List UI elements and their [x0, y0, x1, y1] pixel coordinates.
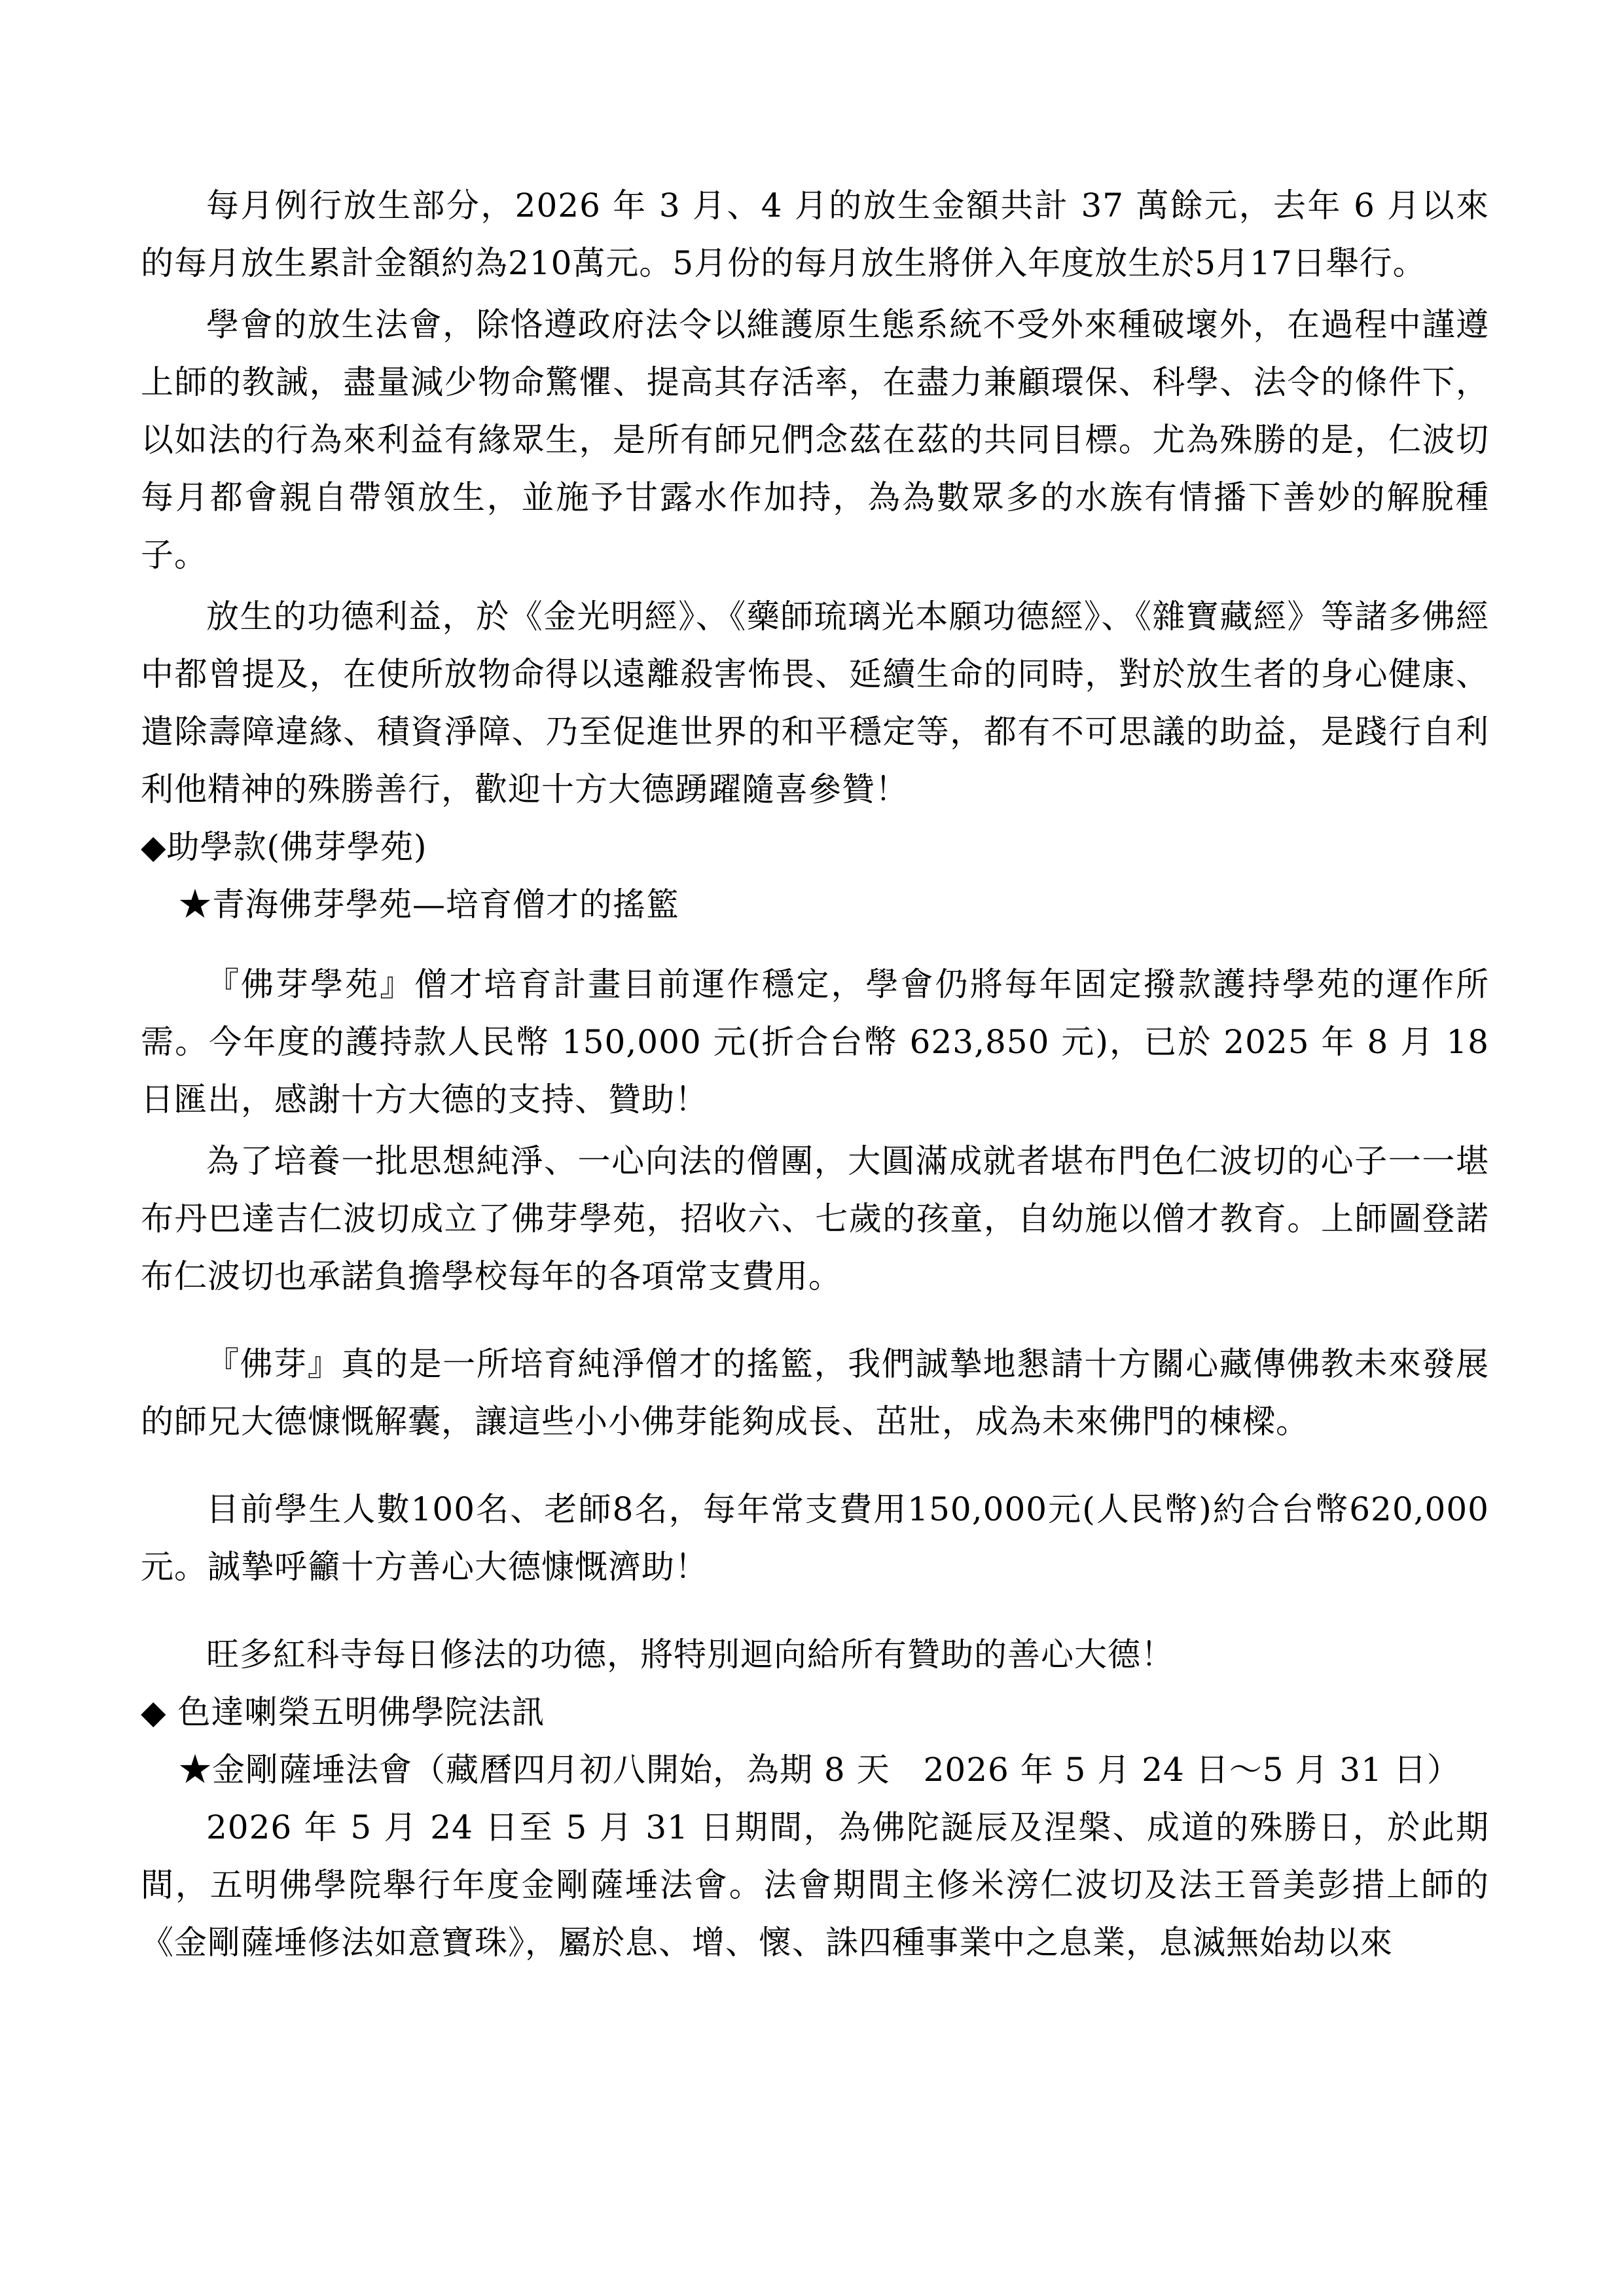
page-content [141, 177, 1489, 1971]
scholarship-paragraph-1: 『佛芽學苑』僧才培育計畫目前運作穩定，學會仍將每年固定撥款護持學苑的運作所需。今年度的護持款人民幣 150,000 元(折合台幣 623,850 元)，已於 2025 年 8 月 18 日匯出，感謝十方大德的支持、贊助！ [141, 965, 1489, 1119]
scholarship-paragraph-2: 為了培養一批思想純淨、一心向法的僧團，大圓滿成就者堪布門色仁波切的心子一一堪布丹巴達吉仁波切成立了佛芽學苑，招收六、七歲的孩童，自幼施以僧才教育。上師圖登諾布仁波切也承諾負擔學校每年的各項常支費用。 [141, 1142, 1489, 1295]
academy-subheading: ★金剛薩埵法會（藏曆四月初八開始，為期 8 天 2026 年 5 月 24 日～5 月 31 日） [179, 1751, 1460, 1789]
scholarship-paragraph-3: 『佛芽』真的是一所培育純淨僧才的搖籃，我們誠摯地懇請十方關心藏傳佛教未來發展的師兄大德慷慨解囊，讓這些小小佛芽能夠成長、茁壯，成為未來佛門的棟樑。 [141, 1345, 1489, 1441]
academy-heading: ◆ 色達喇榮五明佛學院法訊 [141, 1693, 545, 1731]
release-paragraph-1: 每月例行放生部分，2026 年 3 月、4 月的放生金額共計 37 萬餘元，去年 6 月以來的每月放生累計金額約為210萬元。5月份的每月放生將併入年度放生於5月17日舉行。 [141, 187, 1489, 282]
scholarship-paragraph-5: 旺多紅科寺每日修法的功德，將特別迴向給所有贊助的善心大德！ [206, 1636, 1174, 1674]
release-paragraph-3: 放生的功德利益，於《金光明經》、《藥師琉璃光本願功德經》、《雜寶藏經》等諸多佛經中都曾提及，在使所放物命得以遠離殺害怖畏、延續生命的同時，對於放生者的身心健康、遣除壽障違緣、積資淨障、乃至促進世界的和平穩定等，都有不可思議的助益，是踐行自利利他精神的殊勝善行，歡迎十方大德踴躍隨喜參贊！ [141, 598, 1489, 808]
scholarship-heading: ◆助學款(佛芽學苑) [141, 828, 427, 866]
scholarship-subheading: ★青海佛芽學苑—培育僧才的搖籃 [179, 886, 679, 924]
academy-paragraph-1: 2026 年 5 月 24 日至 5 月 31 日期間，為佛陀誕辰及涅槃、成道的殊勝日，於此期間，五明佛學院舉行年度金剛薩埵法會。法會期間主修米滂仁波切及法王晉美彭措上師的《金剛薩埵修法如意寶珠》，屬於息、增、懷、誅四種事業中之息業，息滅無始劫以來 [141, 1808, 1489, 1962]
release-paragraph-2: 學會的放生法會，除恪遵政府法令以維護原生態系統不受外來種破壞外，在過程中謹遵上師的教誡，盡量減少物命驚懼、提高其存活率，在盡力兼顧環保、科學、法令的條件下，以如法的行為來利益有緣眾生，是所有師兄們念茲在茲的共同目標。尤為殊勝的是，仁波切每月都會親自帶領放生，並施予甘露水作加持，為為數眾多的水族有情播下善妙的解脫種子。 [141, 306, 1489, 574]
scholarship-paragraph-4: 目前學生人數100名、老師8名，每年常支費用150,000元(人民幣)約合台幣620,000元。誠摯呼籲十方善心大德慷慨濟助！ [141, 1490, 1489, 1586]
